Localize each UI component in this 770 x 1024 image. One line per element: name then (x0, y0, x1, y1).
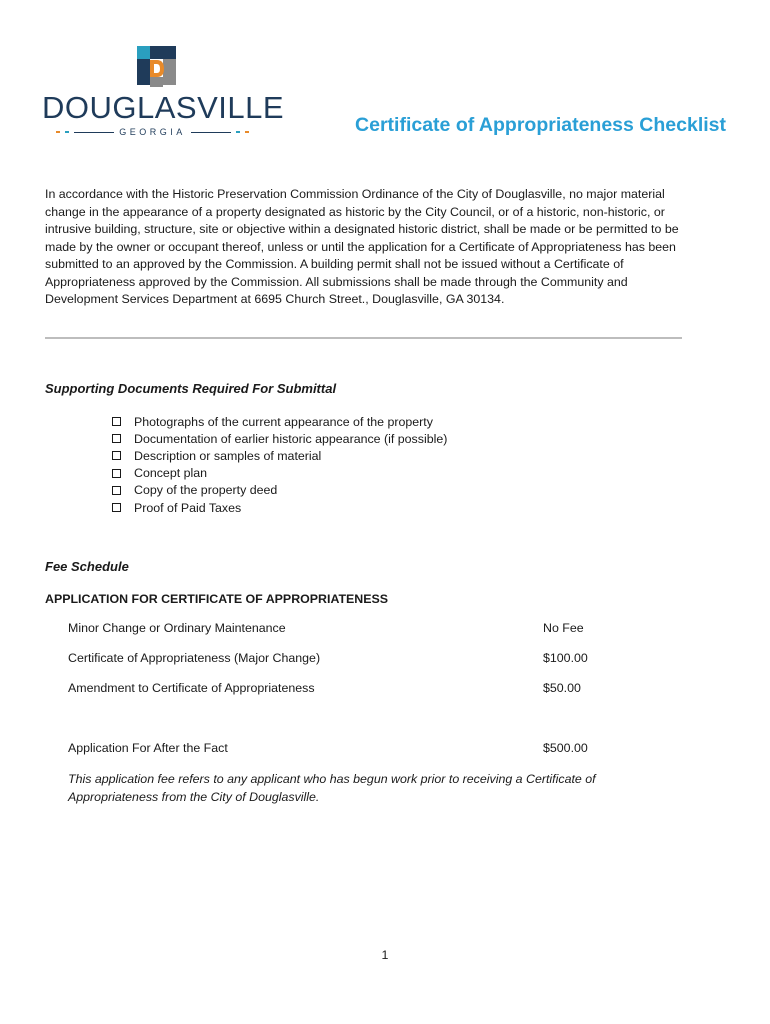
douglasville-logo (40, 44, 285, 137)
list-item: Proof of Paid Taxes (112, 499, 447, 516)
fee-row (68, 681, 628, 699)
section-divider (45, 337, 682, 339)
fee-row (68, 741, 628, 759)
fee-row (68, 621, 628, 639)
document-title: Certificate of Appropriateness Checklist (355, 114, 726, 136)
fee-description: Application For After the Fact (68, 741, 228, 755)
checkbox[interactable] (112, 503, 121, 512)
fee-amount: $50.00 (543, 681, 581, 695)
checkbox[interactable] (112, 486, 121, 495)
fee-description: Minor Change or Ordinary Maintenance (68, 621, 286, 635)
fee-row (68, 651, 628, 669)
logo-subtext: GEORGIA (119, 127, 186, 137)
list-item: Description or samples of material (112, 447, 447, 464)
fee-amount: $500.00 (543, 741, 588, 755)
checkbox[interactable] (112, 417, 121, 426)
fee-schedule-heading: Fee Schedule (45, 559, 129, 574)
checkbox[interactable] (112, 469, 121, 478)
fee-application-heading: APPLICATION FOR CERTIFICATE OF APPROPRIATENESS (45, 592, 389, 606)
fee-amount: No Fee (543, 621, 584, 635)
fee-description: Certificate of Appropriateness (Major Change) (68, 651, 321, 665)
fee-note: This application fee refers to any applicant who has begun work prior to receiving a Certificate of Appropriateness from the City of Douglasville. (68, 772, 596, 804)
intro-paragraph: In accordance with the Historic Preservation Commission Ordinance of the City of Douglasville, no major material change in the appearance of a property designated as historic by the City Council, or of a historic, non-historic, or intrusive building, structure, site or objective within a designated historic district, shall be made or be permitted to be made by the owner or occupant thereof, unless or until the application for a Certificate of Appropriateness has been submitted to an approved by the Commission. A building permit shall not be issued without a Certificate of Appropriateness approved by the Commission. All submissions shall be made through the Community and Development Services Department at 6695 Church Street., Douglasville, GA 30134. (45, 187, 679, 306)
fee-amount: $100.00 (543, 651, 588, 665)
list-item: Concept plan (112, 465, 447, 482)
checkbox[interactable] (112, 434, 121, 443)
checkbox[interactable] (112, 451, 121, 460)
logo-wordmark: DOUGLASVILLE (42, 90, 285, 125)
logo-subline (40, 126, 265, 138)
supporting-documents-heading: Supporting Documents Required For Submittal (45, 381, 337, 396)
fee-description: Amendment to Certificate of Appropriateness (68, 681, 315, 695)
page-number: 1 (381, 948, 389, 962)
supporting-documents-list (112, 413, 447, 516)
list-item: Photographs of the current appearance of the property (112, 413, 447, 430)
list-item: Copy of the property deed (112, 482, 447, 499)
douglasville-d-icon (133, 44, 179, 90)
list-item: Documentation of earlier historic appearance (if possible) (112, 430, 447, 447)
